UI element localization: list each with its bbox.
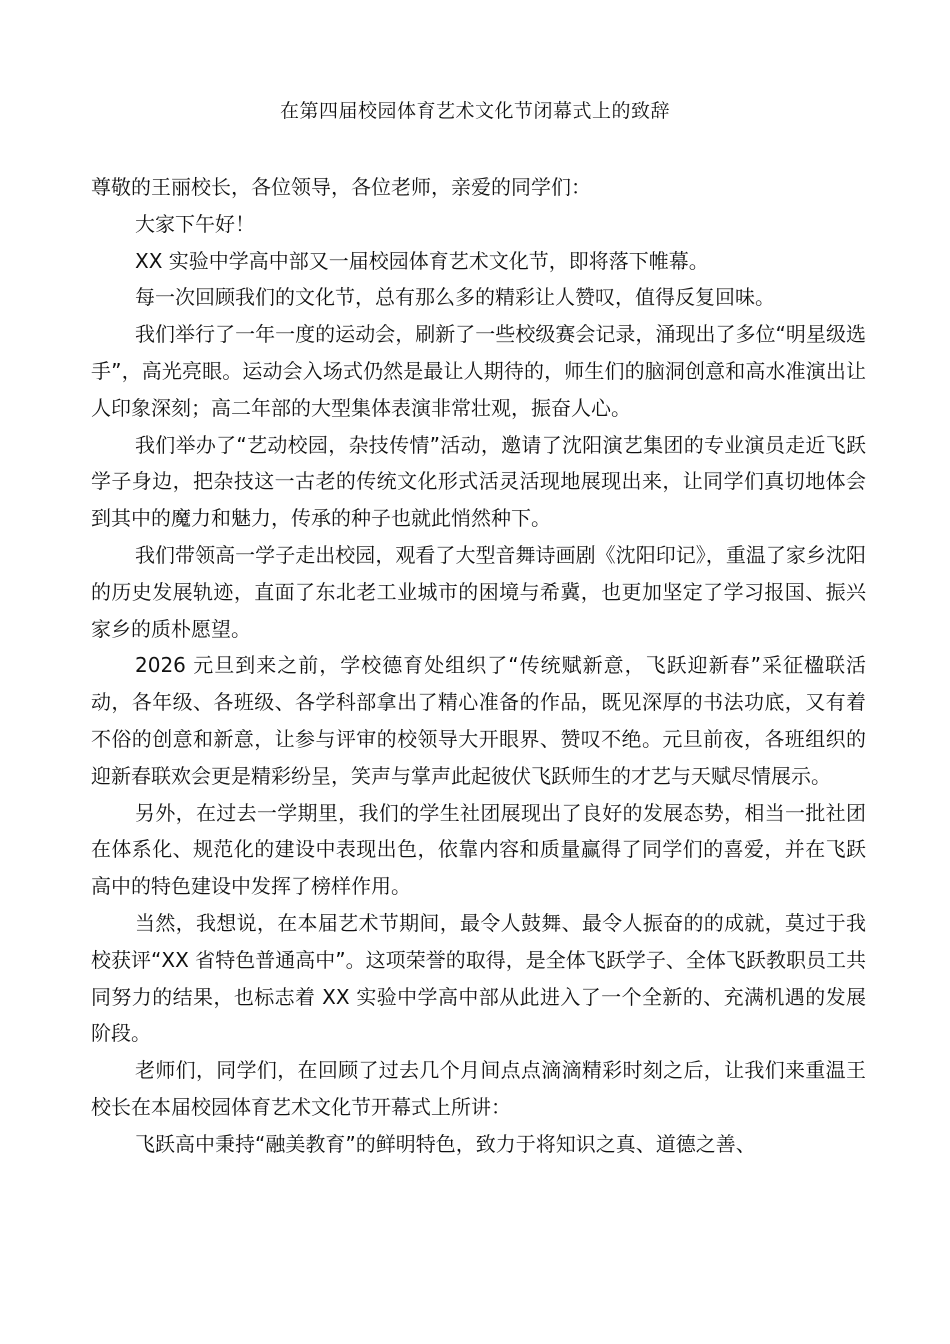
- paragraph-acrobatics: 我们举办了“艺动校园，杂技传情”活动，邀请了沈阳演艺集团的专业演员走近飞跃学子身边，把杂技这一古老的传统文化形式活灵活现地展现出来，让同学们真切地体会到其中的魔力和魅力，传承的种子也就此悄然种下。: [91, 432, 866, 531]
- paragraph-clubs: 另外，在过去一学期里，我们的学生社团展现出了良好的发展态势，相当一批社团在体系化、规范化的建设中表现出色，依靠内容和质量赢得了同学们的喜爱，并在飞跃高中的特色建设中发挥了榜样作用。: [91, 800, 866, 899]
- paragraph-review: 每一次回顾我们的文化节，总有那么多的精彩让人赞叹，值得反复回味。: [135, 285, 775, 310]
- salutation-line: 尊敬的王丽校长，各位领导，各位老师，亲爱的同学们：: [91, 175, 591, 199]
- document-title: 在第四届校园体育艺术文化节闭幕式上的致辞: [279, 100, 670, 122]
- paragraph-theatre: 我们带领高一学子走出校园，观看了大型音舞诗画剧《沈阳印记》，重温了家乡沈阳的历史发展轨迹，直面了东北老工业城市的困境与希冀，也更加坚定了学习报国、振兴家乡的质朴愿望。: [91, 542, 866, 641]
- paragraph-new-year: 2026 元旦到来之前，学校德育处组织了“传统赋新意，飞跃迎新春”采征楹联活动，各年级、各班级、各学科部拿出了精心准备的作品，既见深厚的书法功底，又有着不俗的创意和新意，让参与评审的校领导大开眼界、赞叹不绝。元旦前夜，各班组织的迎新春联欢会更是精彩纷呈，笑声与掌声此起彼伏飞跃师生的才艺与天赋尽情展示。: [91, 653, 866, 788]
- paragraph-sports-meet: 我们举行了一年一度的运动会，刷新了一些校级赛会记录，涌现出了多位“明星级选手”，高光亮眼。运动会入场式仍然是最让人期待的，师生们的脑洞创意和高水准演出让人印象深刻；高二年部的大型集体表演非常壮观，振奋人心。: [91, 322, 866, 420]
- paragraph-greeting: 大家下午好！: [135, 211, 255, 236]
- paragraph-honor: 当然，我想说，在本届艺术节期间，最令人鼓舞、最令人振奋的的成就，莫过于我校获评“XX 省特色普通高中”。这项荣誉的取得，是全体飞跃学子、全体飞跃教职员工共同努力的结果，也标志着 XX 实验中学高中部从此进入了一个全新的、充满机遇的发展阶段。: [91, 910, 866, 1046]
- paragraph-transition: 老师们，同学们，在回顾了过去几个月间点点滴滴精彩时刻之后，让我们来重温王校长在本届校园体育艺术文化节开幕式上所讲：: [91, 1058, 866, 1119]
- paragraph-closing-announcement: XX 实验中学高中部又一届校园体育艺术文化节，即将落下帷幕。: [135, 248, 709, 273]
- paragraph-quote-start: 飞跃高中秉持“融美教育”的鲜明特色，致力于将知识之真、道德之善、: [135, 1131, 756, 1156]
- document-body: [91, 169, 866, 1163]
